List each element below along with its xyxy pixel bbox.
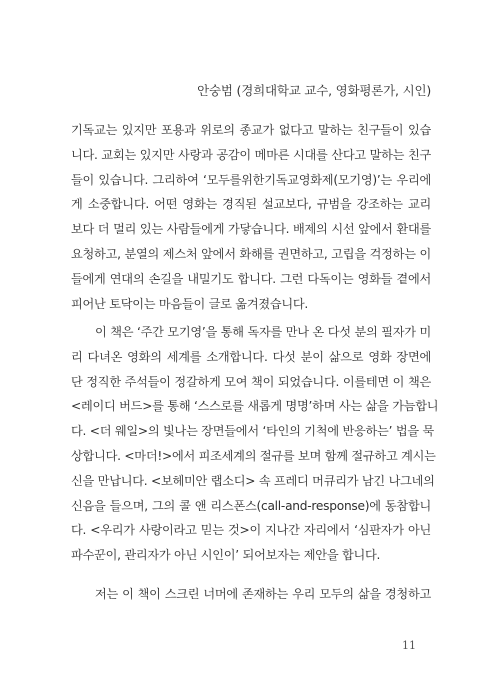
text-line: 니다. 교회는 있지만 사랑과 공감이 메마른 시대를 산다고 말하는 친구: [71, 147, 431, 162]
author-byline: 안숭범 (경희대학교 교수, 영화평론가, 시인): [197, 83, 431, 98]
paragraph-2: [71, 320, 439, 568]
text-line: 신을 만납니다. <보헤미안 랩소디> 속 프레디 머큐리가 남긴 나그네의: [71, 473, 435, 488]
text-line: 리 다녀온 영화의 세계를 소개합니다. 다섯 분이 삶으로 영화 장면에: [71, 349, 431, 364]
text-line: 상합니다. <마더!>에서 피조세계의 절규를 보며 함께 절규하고 계시는: [71, 448, 436, 463]
text-line: 게 소중합니다. 어떤 영화는 경직된 설교보다, 규범을 강조하는 교리: [71, 197, 431, 212]
text-line: 파수꾼이, 관리자가 아닌 시인이’ 되어보자는 제안을 합니다.: [71, 548, 381, 563]
text-line: 저는 이 책이 스크린 너머에 존재하는 우리 모두의 삶을 경청하고: [95, 587, 431, 601]
text-line: 피어난 토닥이는 마음들이 글로 옮겨졌습니다.: [71, 296, 309, 311]
text-line: 기독교는 있지만 포용과 위로의 종교가 없다고 말하는 친구들이 있습: [71, 123, 431, 137]
paragraph-3: [71, 582, 431, 607]
text-line: 이 책은 ‘주간 모기영’을 통해 독자를 만나 온 다섯 분의 필자가 미: [95, 325, 431, 339]
text-line: 신음을 들으며, 그의 콜 앤 리스폰스(call-and-response)에 동참합니: [71, 498, 431, 513]
text-line: 단 정직한 주석들이 정갈하게 모여 책이 되었습니다. 이를테면 이 책은: [71, 374, 431, 389]
text-line: 다. <더 웨일>의 빛나는 장면들에서 ‘타인의 기척에 반응하는’ 법을 묵: [71, 424, 435, 439]
text-line: 들에게 연대의 손길을 내밀기도 합니다. 그런 다독이는 영화들 곁에서: [71, 271, 431, 286]
paragraph-1: [71, 118, 431, 316]
page-number: 11: [402, 639, 416, 652]
text-line: 다. <우리가 사랑이라고 믿는 것>이 지나간 자리에서 ‘심판자가 아닌: [71, 523, 431, 538]
text-line: 요청하고, 분열의 제스처 앞에서 화해를 권면하고, 고립을 걱정하는 이: [71, 246, 431, 261]
text-line: 들이 있습니다. 그리하여 ‘모두를위한기독교영화제(모기영)’는 우리에: [71, 172, 431, 187]
text-line: 보다 더 멀리 있는 사람들에게 가닿습니다. 배제의 시선 앞에서 환대를: [71, 222, 431, 237]
text-line: <레이디 버드>를 통해 ‘스스로를 새롭게 명명’하며 사는 삶을 가늠합니: [71, 399, 439, 414]
